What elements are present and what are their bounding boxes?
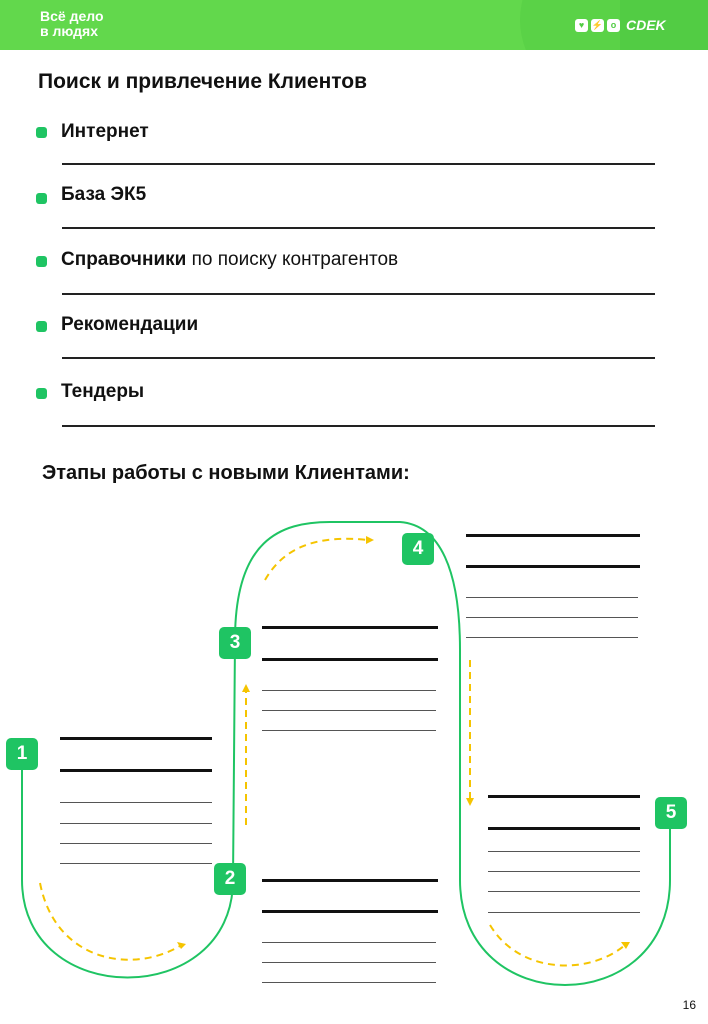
section-title: Этапы работы с новыми Клиентами: [42,462,410,484]
item-label: Рекомендации [61,314,199,335]
fill-in-line [60,843,212,844]
fill-in-line [262,962,436,963]
item-label: Интернет [61,121,149,142]
fill-in-line [262,710,436,711]
fill-in-line [262,910,438,913]
lightning-icon: ⚡ [591,19,604,30]
fill-in-line [466,597,638,598]
page-number: 16 [682,998,696,1012]
fill-in-line [60,863,212,864]
fill-in-line [488,912,640,913]
fill-in-line [466,617,638,618]
arrow-path [265,539,368,580]
direction-arrows [40,539,625,966]
fill-in-line [488,795,640,798]
stage-badge-2: 2 [214,863,246,895]
fill-in-line [60,769,212,772]
stage-badge-4: 4 [402,533,434,565]
fill-in-line [488,851,640,852]
stage-badge-3: 3 [219,627,251,659]
fill-in-line [466,565,640,568]
fill-in-line [488,827,640,830]
stage-badge-5: 5 [655,797,687,829]
fill-in-line [262,658,438,661]
fill-in-line [262,942,436,943]
stage-badge-1: 1 [6,738,38,770]
fill-in-line [488,891,640,892]
arrow-path [40,883,180,960]
item-label: Тендеры [61,381,145,402]
brand-name: CDEK [626,17,666,33]
fill-in-line [488,871,640,872]
fill-in-line [466,534,640,537]
fill-in-line [60,802,212,803]
fill-in-line [60,737,212,740]
arrowhead-icon [242,684,250,692]
circle-icon: o [607,19,620,32]
arrow-path [490,925,625,965]
arrowhead-icon [177,942,186,949]
slogan-line: в людях [40,23,99,39]
fill-in-line [262,690,436,691]
slogan-line: Всё дело [40,8,104,24]
heart-icon: ♥ [575,19,588,32]
item-label: Справочники [61,249,187,270]
arrowhead-icon [466,798,474,806]
item-label: База ЭК5 [61,184,147,205]
stages-path [22,522,670,985]
section-title: Поиск и привлечение Клиентов [38,70,368,93]
fill-in-line [466,637,638,638]
fill-in-line [262,730,436,731]
fill-in-line [60,823,212,824]
fill-in-line [262,626,438,629]
fill-in-line [262,879,438,882]
arrowhead-icon [366,536,374,544]
fill-in-line [262,982,436,983]
item-description: по поиску контрагентов [186,249,399,270]
